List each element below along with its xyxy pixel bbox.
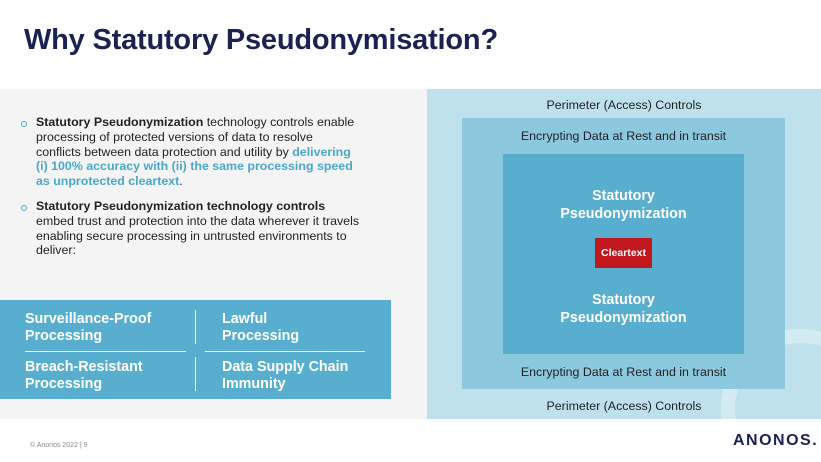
divider-horizontal-left (25, 351, 186, 352)
encryption-label-bottom: Encrypting Data at Rest and in transit (520, 365, 727, 379)
divider-horizontal-right (205, 351, 365, 352)
cleartext-badge: Cleartext (595, 238, 652, 268)
perimeter-label-bottom: Perimeter (Access) Controls (546, 399, 702, 413)
bullet-1-text: technology controls enable processing of protected versions of data to resolve conflicts between data protection and utility by (36, 115, 355, 159)
benefit-lawful: Lawful Processing (222, 311, 300, 344)
footer-copyright: © Anonos 2022 | 9 (30, 442, 88, 449)
bullet-1-tail: . (179, 174, 183, 189)
perimeter-label-top: Perimeter (Access) Controls (546, 98, 702, 112)
benefit-surveillance-proof: Surveillance-Proof Processing (25, 311, 152, 344)
divider-vertical-top (195, 310, 196, 344)
bullet-2-lead: Statutory Pseudonymization technology controls (36, 198, 326, 213)
perimeter-box (427, 89, 821, 419)
bullet-1-lead: Statutory Pseudonymization (36, 115, 204, 129)
divider-vertical-bottom (195, 357, 196, 391)
pseudonymization-label-bottom: Statutory Pseudonymization (560, 292, 687, 326)
page-title: Why Statutory Pseudonymisation? (24, 24, 498, 56)
benefit-breach-resistant: Breach-Resistant Processing (25, 359, 143, 392)
bullet-1-highlight: delivering (i) 100% accuracy with (ii) the same processing speed as unprotected cleartext (36, 144, 353, 189)
encryption-label-top: Encrypting Data at Rest and in transit (520, 129, 727, 143)
bullet-2-text: embed trust and protection into the data wherever it travels enabling secure processing in untrusted environments to deliver: (36, 213, 360, 258)
bullet-item-1 (21, 115, 361, 189)
bullet-list (21, 115, 361, 268)
bullet-marker-icon (21, 205, 27, 211)
benefit-data-supply-chain: Data Supply Chain Immunity (222, 359, 349, 392)
bullet-marker-icon (21, 121, 27, 127)
anonos-logo: ANONOS. (733, 432, 819, 449)
bullet-item-2 (21, 199, 361, 258)
pseudonymization-box (503, 154, 744, 354)
encryption-box (462, 118, 785, 389)
benefits-box (0, 300, 391, 399)
pseudonymization-label-top: Statutory Pseudonymization (560, 188, 687, 222)
